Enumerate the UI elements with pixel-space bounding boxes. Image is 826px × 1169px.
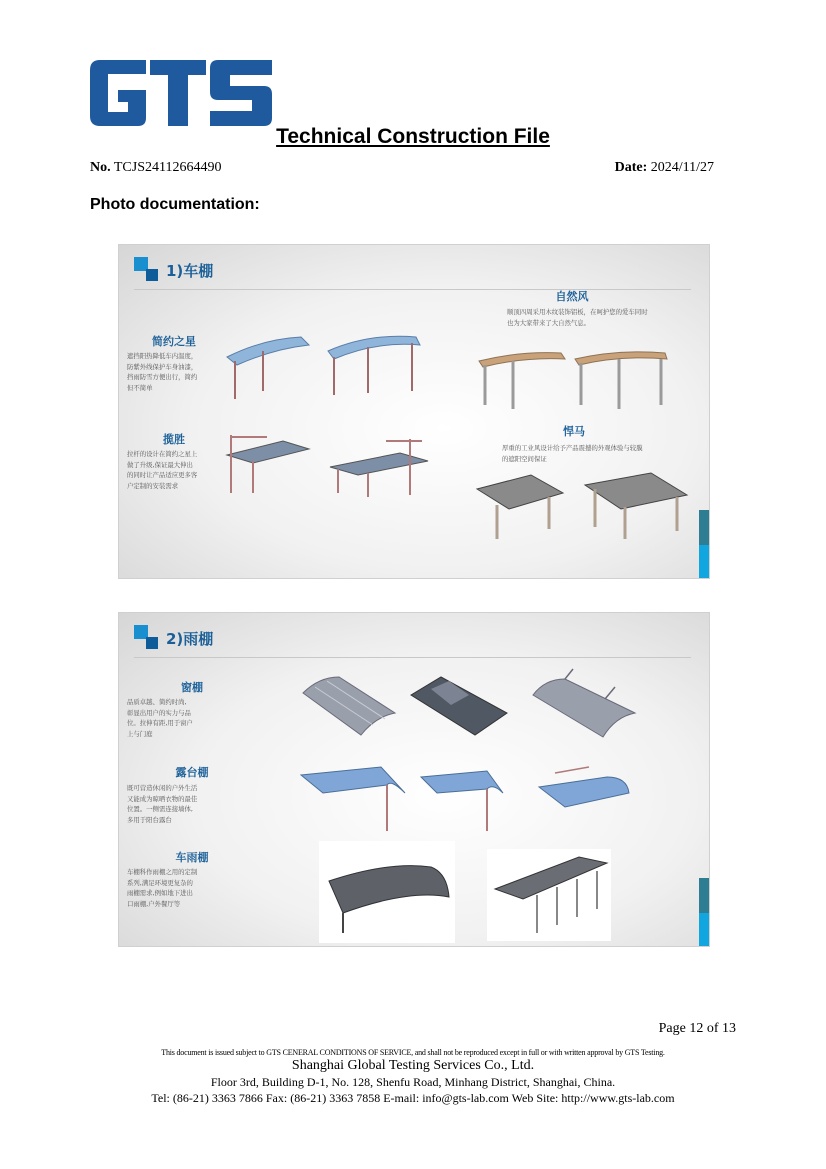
footer-address: Floor 3rd, Building D-1, No. 128, Shenfu Road, Minhang District, Shanghai, China. bbox=[210, 1075, 616, 1089]
edge-tab bbox=[699, 510, 709, 545]
gts-logo bbox=[90, 60, 272, 126]
long-awning-illustration bbox=[487, 849, 611, 941]
category-description: 遮挡阳热降低车内温度， 防紫外线保护车身油漆， 挡雨防雪方便出行，简约 但不简单 bbox=[127, 352, 198, 392]
awning-photo bbox=[319, 841, 455, 943]
report-number: No. TCJS24112664490 bbox=[90, 160, 222, 175]
footer-disclaimer: This document is issued subject to GTS CENERAL CONDITIONS OF SERVICE, and shall not be reproduced except in full or with written approval by GTS Testing. bbox=[161, 1048, 665, 1057]
terrace-awning-illustration bbox=[299, 763, 409, 833]
slide-title: 1)车棚 bbox=[166, 261, 214, 280]
document-title: Technical Construction File bbox=[276, 125, 550, 148]
category-title: 自然风 bbox=[555, 290, 589, 303]
edge-tab bbox=[699, 545, 709, 578]
edge-tab bbox=[699, 878, 709, 913]
slide-header bbox=[134, 257, 213, 283]
section-heading: Photo documentation: bbox=[90, 196, 260, 213]
category-description: 顺顶四周采用木纹装饰铝板，在呵护您的爱车同时 也为大家带来了大自然气息。 bbox=[507, 308, 648, 327]
slide-header bbox=[134, 625, 213, 651]
edge-tab bbox=[699, 913, 709, 946]
carport-illustration bbox=[477, 349, 567, 411]
square-bullet-icon bbox=[134, 625, 160, 651]
category-description: 既可营造休闲的户外生活 又能成为晾晒衣物的最佳 位置。一侧需连接墙体, 多用于阳台露台 bbox=[127, 784, 198, 824]
photo-slide-carport bbox=[118, 244, 710, 579]
category-description: 车棚科作雨棚之用的定制 系列,满足环境更复杂的 雨棚需求,例如地下进出 口雨棚,户外餐厅等 bbox=[127, 868, 198, 908]
awning-photo bbox=[487, 849, 611, 941]
slide-title: 2)雨棚 bbox=[166, 629, 214, 648]
report-date: Date: 2024/11/27 bbox=[614, 160, 714, 175]
category-title: 窗棚 bbox=[181, 681, 203, 694]
window-awning-illustration bbox=[299, 673, 399, 741]
category-description: 品质卓越、简约时尚, 彰显出用户的实力与品 位。拉伸有距,用于窗户 上与门庭 bbox=[127, 698, 193, 738]
carport-illustration bbox=[324, 331, 424, 403]
carport-illustration bbox=[223, 435, 313, 497]
divider bbox=[134, 657, 691, 658]
category-title: 露台棚 bbox=[175, 766, 209, 779]
curved-awning-illustration bbox=[319, 841, 455, 943]
carport-illustration bbox=[475, 471, 565, 541]
window-awning-illustration bbox=[529, 667, 639, 743]
terrace-awning-illustration bbox=[417, 765, 507, 833]
divider bbox=[134, 289, 691, 290]
carport-illustration bbox=[571, 349, 671, 411]
category-title: 揽胜 bbox=[163, 433, 185, 446]
terrace-awning-illustration bbox=[535, 763, 635, 819]
category-description: 厚重的工业风设计给予产品震撼的外观体验与较膜 的遮阳空间保证 bbox=[502, 444, 643, 463]
footer-company: Shanghai Global Testing Services Co., Ltd. bbox=[291, 1058, 535, 1073]
carport-illustration bbox=[324, 435, 434, 501]
window-awning-illustration bbox=[409, 673, 509, 741]
category-title: 简约之星 bbox=[152, 335, 196, 348]
category-title: 车雨棚 bbox=[175, 851, 209, 864]
carport-illustration bbox=[223, 333, 313, 403]
page-number: Page 12 of 13 bbox=[658, 1021, 736, 1036]
square-bullet-icon bbox=[134, 257, 160, 283]
carport-illustration bbox=[581, 471, 691, 541]
category-description: 拉杆的设计在简约之星上 做了升级,保证最大伸出 的同时让产品适应更多客 户定制的安装需求 bbox=[127, 450, 198, 490]
footer-contact: Tel: (86-21) 3363 7866 Fax: (86-21) 3363 7858 E-mail: info@gts-lab.com Web Site: http://www.gts-lab.com bbox=[151, 1091, 675, 1105]
photo-slide-awning bbox=[118, 612, 710, 947]
category-title: 悍马 bbox=[563, 425, 585, 438]
